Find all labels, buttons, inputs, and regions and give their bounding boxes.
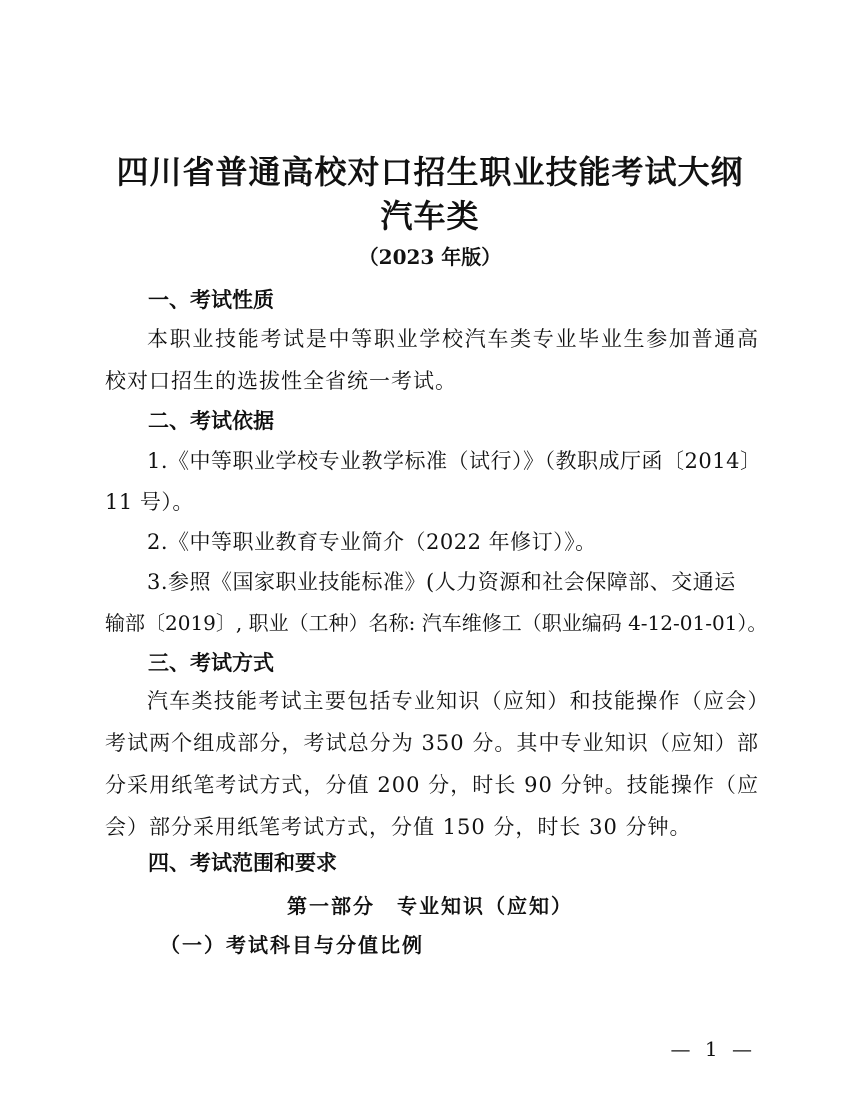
basis-item-1-line-2: 11 号）。 — [105, 490, 194, 514]
document-subtitle: 汽车类 — [380, 197, 480, 235]
basis-item-1-line-1: 1.《中等职业学校专业教学标准（试行）》（教职成厅函〔2014〕 — [147, 449, 762, 473]
basis-item-3-line-2: 输部〔2019〕, 职业（工种）名称: 汽车维修工（职业编码 4-12-01-01）。 — [105, 611, 768, 635]
section-text-nature: 本职业技能考试是中等职业学校汽车类专业毕业生参加普通高校对口招生的选拔性全省统一考试。 — [105, 327, 759, 393]
section-heading-method: 三、考试方式 — [148, 651, 274, 675]
basis-item-2: 2.《中等职业教育专业简介（2022 年修订）》。 — [147, 530, 597, 554]
document-title: 四川省普通高校对口招生职业技能考试大纲 — [116, 153, 744, 191]
section-heading-nature: 一、考试性质 — [148, 288, 274, 312]
part-heading: 第一部分 专业知识（应知） — [287, 894, 573, 918]
subsection-heading: （一）考试科目与分值比例 — [160, 933, 424, 957]
section-heading-scope: 四、考试范围和要求 — [148, 851, 337, 875]
basis-item-3-line-1: 3.参照《国家职业技能标准》(人力资源和社会保障部、交通运 — [147, 570, 736, 594]
edition-label: （2023 年版） — [358, 245, 502, 269]
section-text-method: 汽车类技能考试主要包括专业知识（应知）和技能操作（应会）考试两个组成部分，考试总分为 350 分。其中专业知识（应知）部分采用纸笔考试方式，分值 200 分，时长 90 分钟。技能操作（应会）部分采用纸笔考试方式，分值 150 分，时长 30 分钟。 — [105, 689, 759, 839]
section-heading-basis: 二、考试依据 — [148, 409, 274, 433]
page-number: — 1 — — [670, 1037, 756, 1061]
